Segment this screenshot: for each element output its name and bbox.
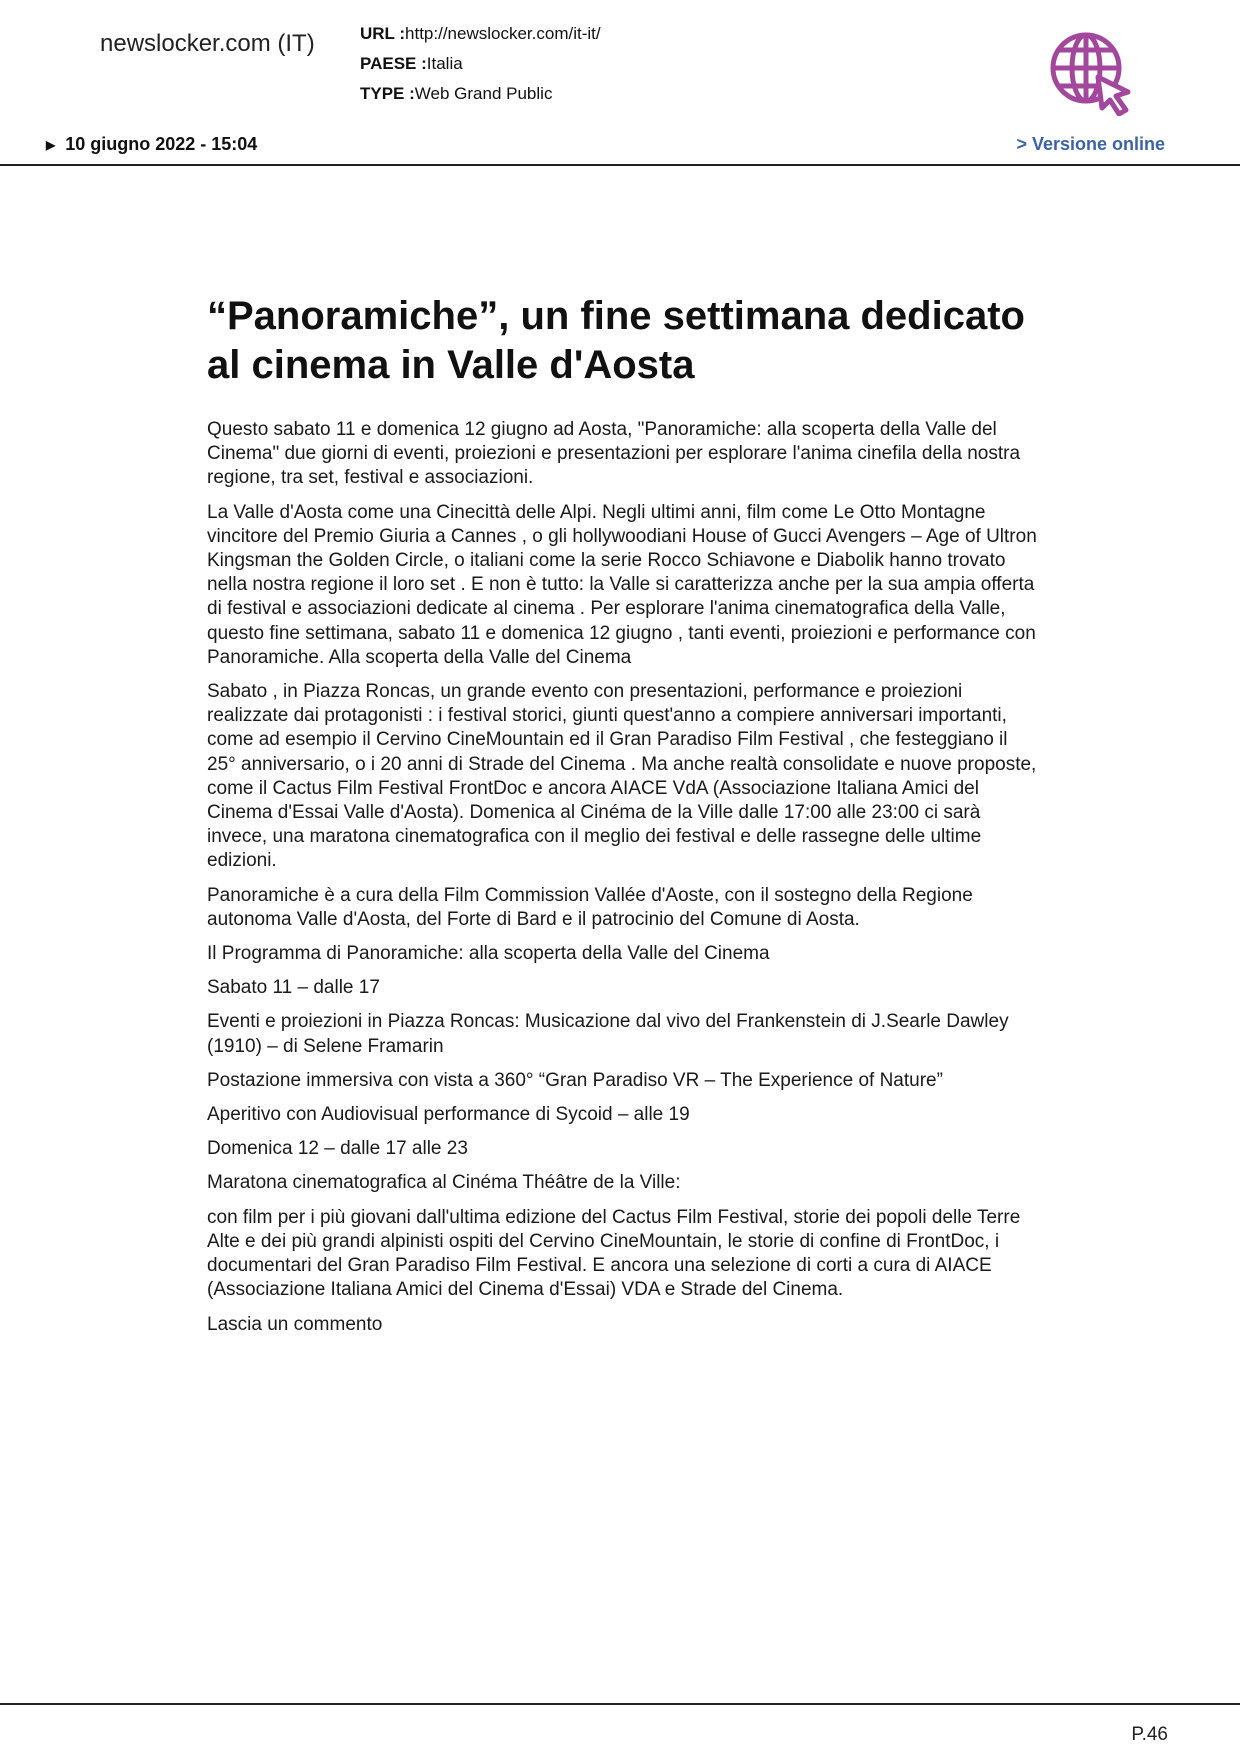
article-paragraph: Sabato 11 – dalle 17 [207,977,380,999]
meta-country-key: PAESE : [360,54,427,73]
article-paragraph: Maratona cinematografica al Cinéma Théâtre de la Ville: [207,1172,681,1194]
meta-country-value: Italia [426,54,463,73]
globe-cursor-icon [1048,30,1134,116]
article-paragraph: Domenica 12 – dalle 17 alle 23 [207,1138,468,1160]
article-paragraph: Il Programma di Panoramiche: alla scoperta della Valle del Cinema [207,943,770,965]
page-number: P.46 [1131,1724,1168,1745]
source-meta [360,19,601,109]
comment-prompt: Lascia un commento [207,1313,383,1335]
footer-divider [0,1703,1240,1705]
meta-url-value: http://newslocker.com/it-it/ [405,24,601,43]
publication-date [46,134,257,155]
publication-date-text: 10 giugno 2022 - 15:04 [65,134,258,154]
article-paragraph: La Valle d'Aosta come una Cinecittà delle Alpi. Negli ultimi anni, film come Le Otto Montagne vincitore del Premio Giuria a Cannes , o gli hollywoodiani House of Gucci Avengers – Age of Ultron Kingsman the Golden Circle, o italiani come la serie Rocco Schiavone e Diabolik hanno trovato nella nostra regione il loro set . E non è tutto: la Valle si caratterizza anche per la sua ampia offerta di festival e associazioni dedicate al cinema . Per esplorare l'anima cinematografica della Valle, questo fine settimana, sabato 11 e domenica 12 giugno , tanti eventi, proiezioni e performance con Panoramiche. Alla scoperta della Valle del Cinema [207,501,1037,668]
meta-country-row [360,49,601,79]
meta-url-row [360,19,601,49]
article-paragraph: Postazione immersiva con vista a 360° “Gran Paradiso VR – The Experience of Nature” [207,1069,943,1091]
article-body [207,418,1037,1337]
article-paragraph: Panoramiche è a cura della Film Commission Vallée d'Aoste, con il sostegno della Regione autonoma Valle d'Aosta, del Forte di Bard e il patrocinio del Comune di Aosta. [207,884,973,930]
article-title: “Panoramiche”, un fine settimana dedicato al cinema in Valle d'Aosta [207,294,1025,387]
play-arrow-icon: ▶ [46,138,56,152]
meta-type-row [360,79,601,109]
online-version-link[interactable]: > Versione online [1016,134,1165,154]
meta-type-key: TYPE : [360,84,415,103]
source-name: newslocker.com (IT) [100,30,315,57]
meta-type-value: Web Grand Public [414,84,553,103]
article-paragraph: Questo sabato 11 e domenica 12 giugno ad Aosta, "Panoramiche: alla scoperta della Valle del Cinema" due giorni di eventi, proiezioni e presentazioni per esplorare l'anima cinefila della nostra regione, tra set, festival e associazioni. [207,419,1021,489]
article-paragraph: Aperitivo con Audiovisual performance di Sycoid – alle 19 [207,1104,690,1126]
article-paragraph: Eventi e proiezioni in Piazza Roncas: Musicazione dal vivo del Frankenstein di J.Searle Dawley (1910) – di Selene Framarin [207,1011,1009,1057]
article [207,292,1037,1347]
article-paragraph: con film per i più giovani dall'ultima edizione del Cactus Film Festival, storie dei popoli delle Terre Alte e dei più grandi alpinisti ospiti del Cervino CineMountain, le storie di confine di FrontDoc, i documentari del Gran Paradiso Film Festival. E ancora una selezione di corti a cura di AIACE (Associazione Italiana Amici del Cinema d'Essai) VDA e Strade del Cinema. [207,1206,1021,1301]
article-paragraph: Sabato , in Piazza Roncas, un grande evento con presentazioni, performance e proiezioni realizzate dai protagonisti : i festival storici, giunti quest'anno a compiere anniversari importanti, come ad esempio il Cervino CineMountain ed il Gran Paradiso Film Festival , che festeggiano il 25° anniversario, o i 20 anni di Strade del Cinema . Ma anche realtà consolidate e nuove proposte, come il Cactus Film Festival FrontDoc e ancora AIACE VdA (Associazione Italiana Amici del Cinema d'Essai Valle d'Aosta). Domenica al Cinéma de la Ville dalle 17:00 alle 23:00 ci sarà invece, una maratona cinematografica con il meglio dei festival e delle rassegne delle ultime edizioni. [207,681,1037,872]
header-divider [0,164,1240,166]
meta-url-key: URL : [360,24,406,43]
